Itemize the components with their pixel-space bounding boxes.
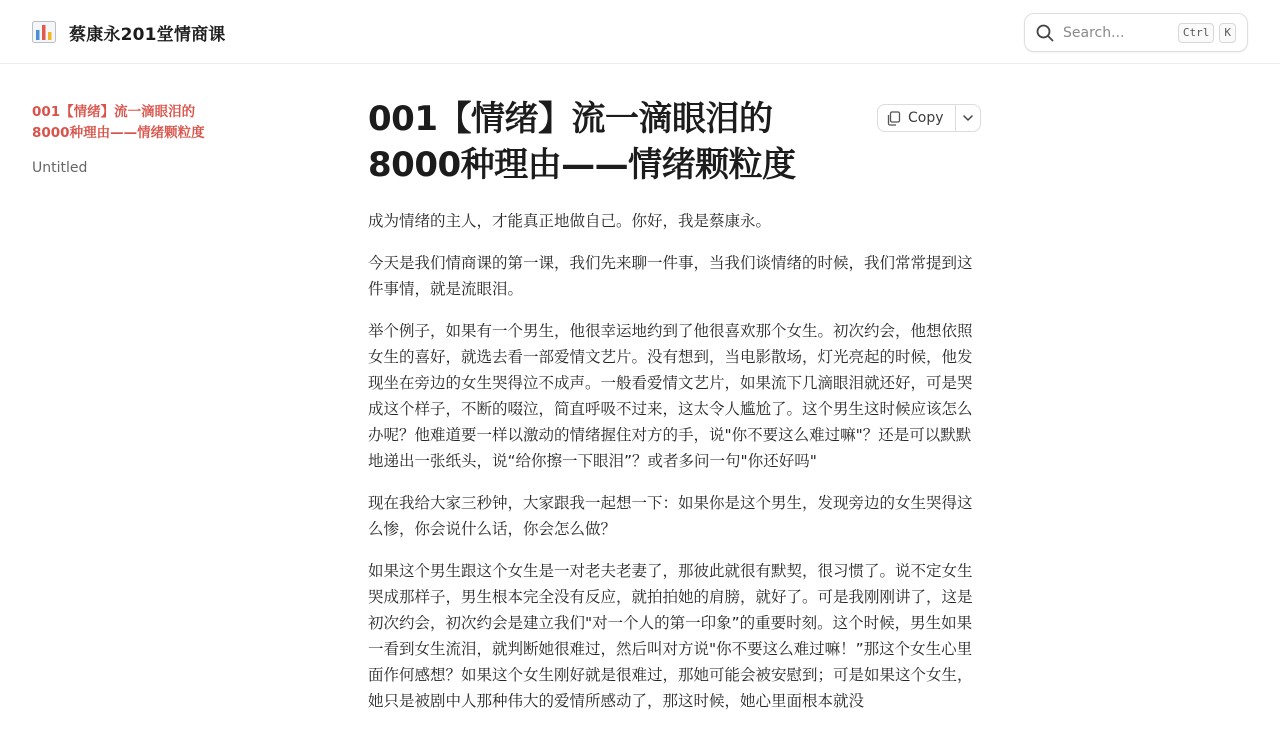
search-placeholder: Search... [1063, 24, 1125, 41]
shortcut-key-ctrl: Ctrl [1178, 23, 1215, 43]
top-bar [0, 0, 1280, 64]
search-icon [1036, 24, 1054, 42]
shortcut-key-k: K [1219, 23, 1236, 43]
page-title: 001【情绪】流一滴眼泪的8000种理由——情绪颗粒度 [368, 99, 796, 185]
copy-options-button[interactable] [956, 105, 980, 131]
paragraph: 现在我给大家三秒钟，大家跟我一起想一下：如果你是这个男生，发现旁边的女生哭得这么惨，你会说什么话，你会怎么做？ [368, 494, 973, 538]
copy-button-group [877, 104, 981, 132]
main-content [368, 96, 978, 730]
search-box[interactable] [1024, 13, 1248, 52]
paragraph: 举个例子，如果有一个男生，他很幸运地约到了他很喜欢那个女生。初次约会，他想依照女生的喜好，就选去看一部爱情文艺片。没有想到，当电影散场，灯光亮起的时候，他发现坐在旁边的女生哭得泣不成声。一般看爱情文艺片，如果流下几滴眼泪就还好，可是哭成这个样子，不断的啜泣，简直呼吸不过来，这太令人尴尬了。这个男生这时候应该怎么办呢？他难道要一样以激动的情绪握住对方的手，说"你不要这么难过嘛"？还是可以默默地递出一张纸头，说“给你擦一下眼泪”？或者多问一句"你还好吗" [368, 322, 973, 470]
sidebar-item-untitled[interactable]: Untitled [32, 160, 88, 176]
sidebar-item-active[interactable]: 001【情绪】流一滴眼泪的8000种理由——情绪颗粒度 [32, 104, 205, 141]
chevron-down-icon [962, 109, 974, 128]
article-body [368, 208, 978, 714]
bar-chart-icon [32, 21, 56, 43]
sidebar [32, 102, 252, 178]
copy-icon [886, 111, 901, 126]
paragraph: 如果这个男生跟这个女生是一对老夫老妻了，那彼此就很有默契，很习惯了。说不定女生哭成那样子，男生根本完全没有反应，就拍拍她的肩膀，就好了。可是我刚刚讲了，这是初次约会，初次约会是建立我们"对一个人的第一印象”的重要时刻。这个时候，男生如果一看到女生流泪，就判断她很难过，然后叫对方说"你不要这么难过嘛！”那这个女生心里面作何感想？如果这个女生刚好就是很难过，那她可能会被安慰到；可是如果这个女生，她只是被剧中人那种伟大的爱情所感动了，那这时候，她心里面根本就没 [368, 562, 973, 710]
copy-button[interactable] [878, 105, 956, 131]
paragraph: 成为情绪的主人，才能真正地做自己。你好，我是蔡康永。 [368, 212, 772, 230]
paragraph: 今天是我们情商课的第一课，我们先来聊一件事，当我们谈情绪的时候，我们常常提到这件事情，就是流眼泪。 [368, 254, 973, 298]
site-brand[interactable] [32, 19, 226, 45]
copy-label: Copy [908, 110, 944, 126]
site-title: 蔡康永201堂情商课 [69, 24, 226, 45]
